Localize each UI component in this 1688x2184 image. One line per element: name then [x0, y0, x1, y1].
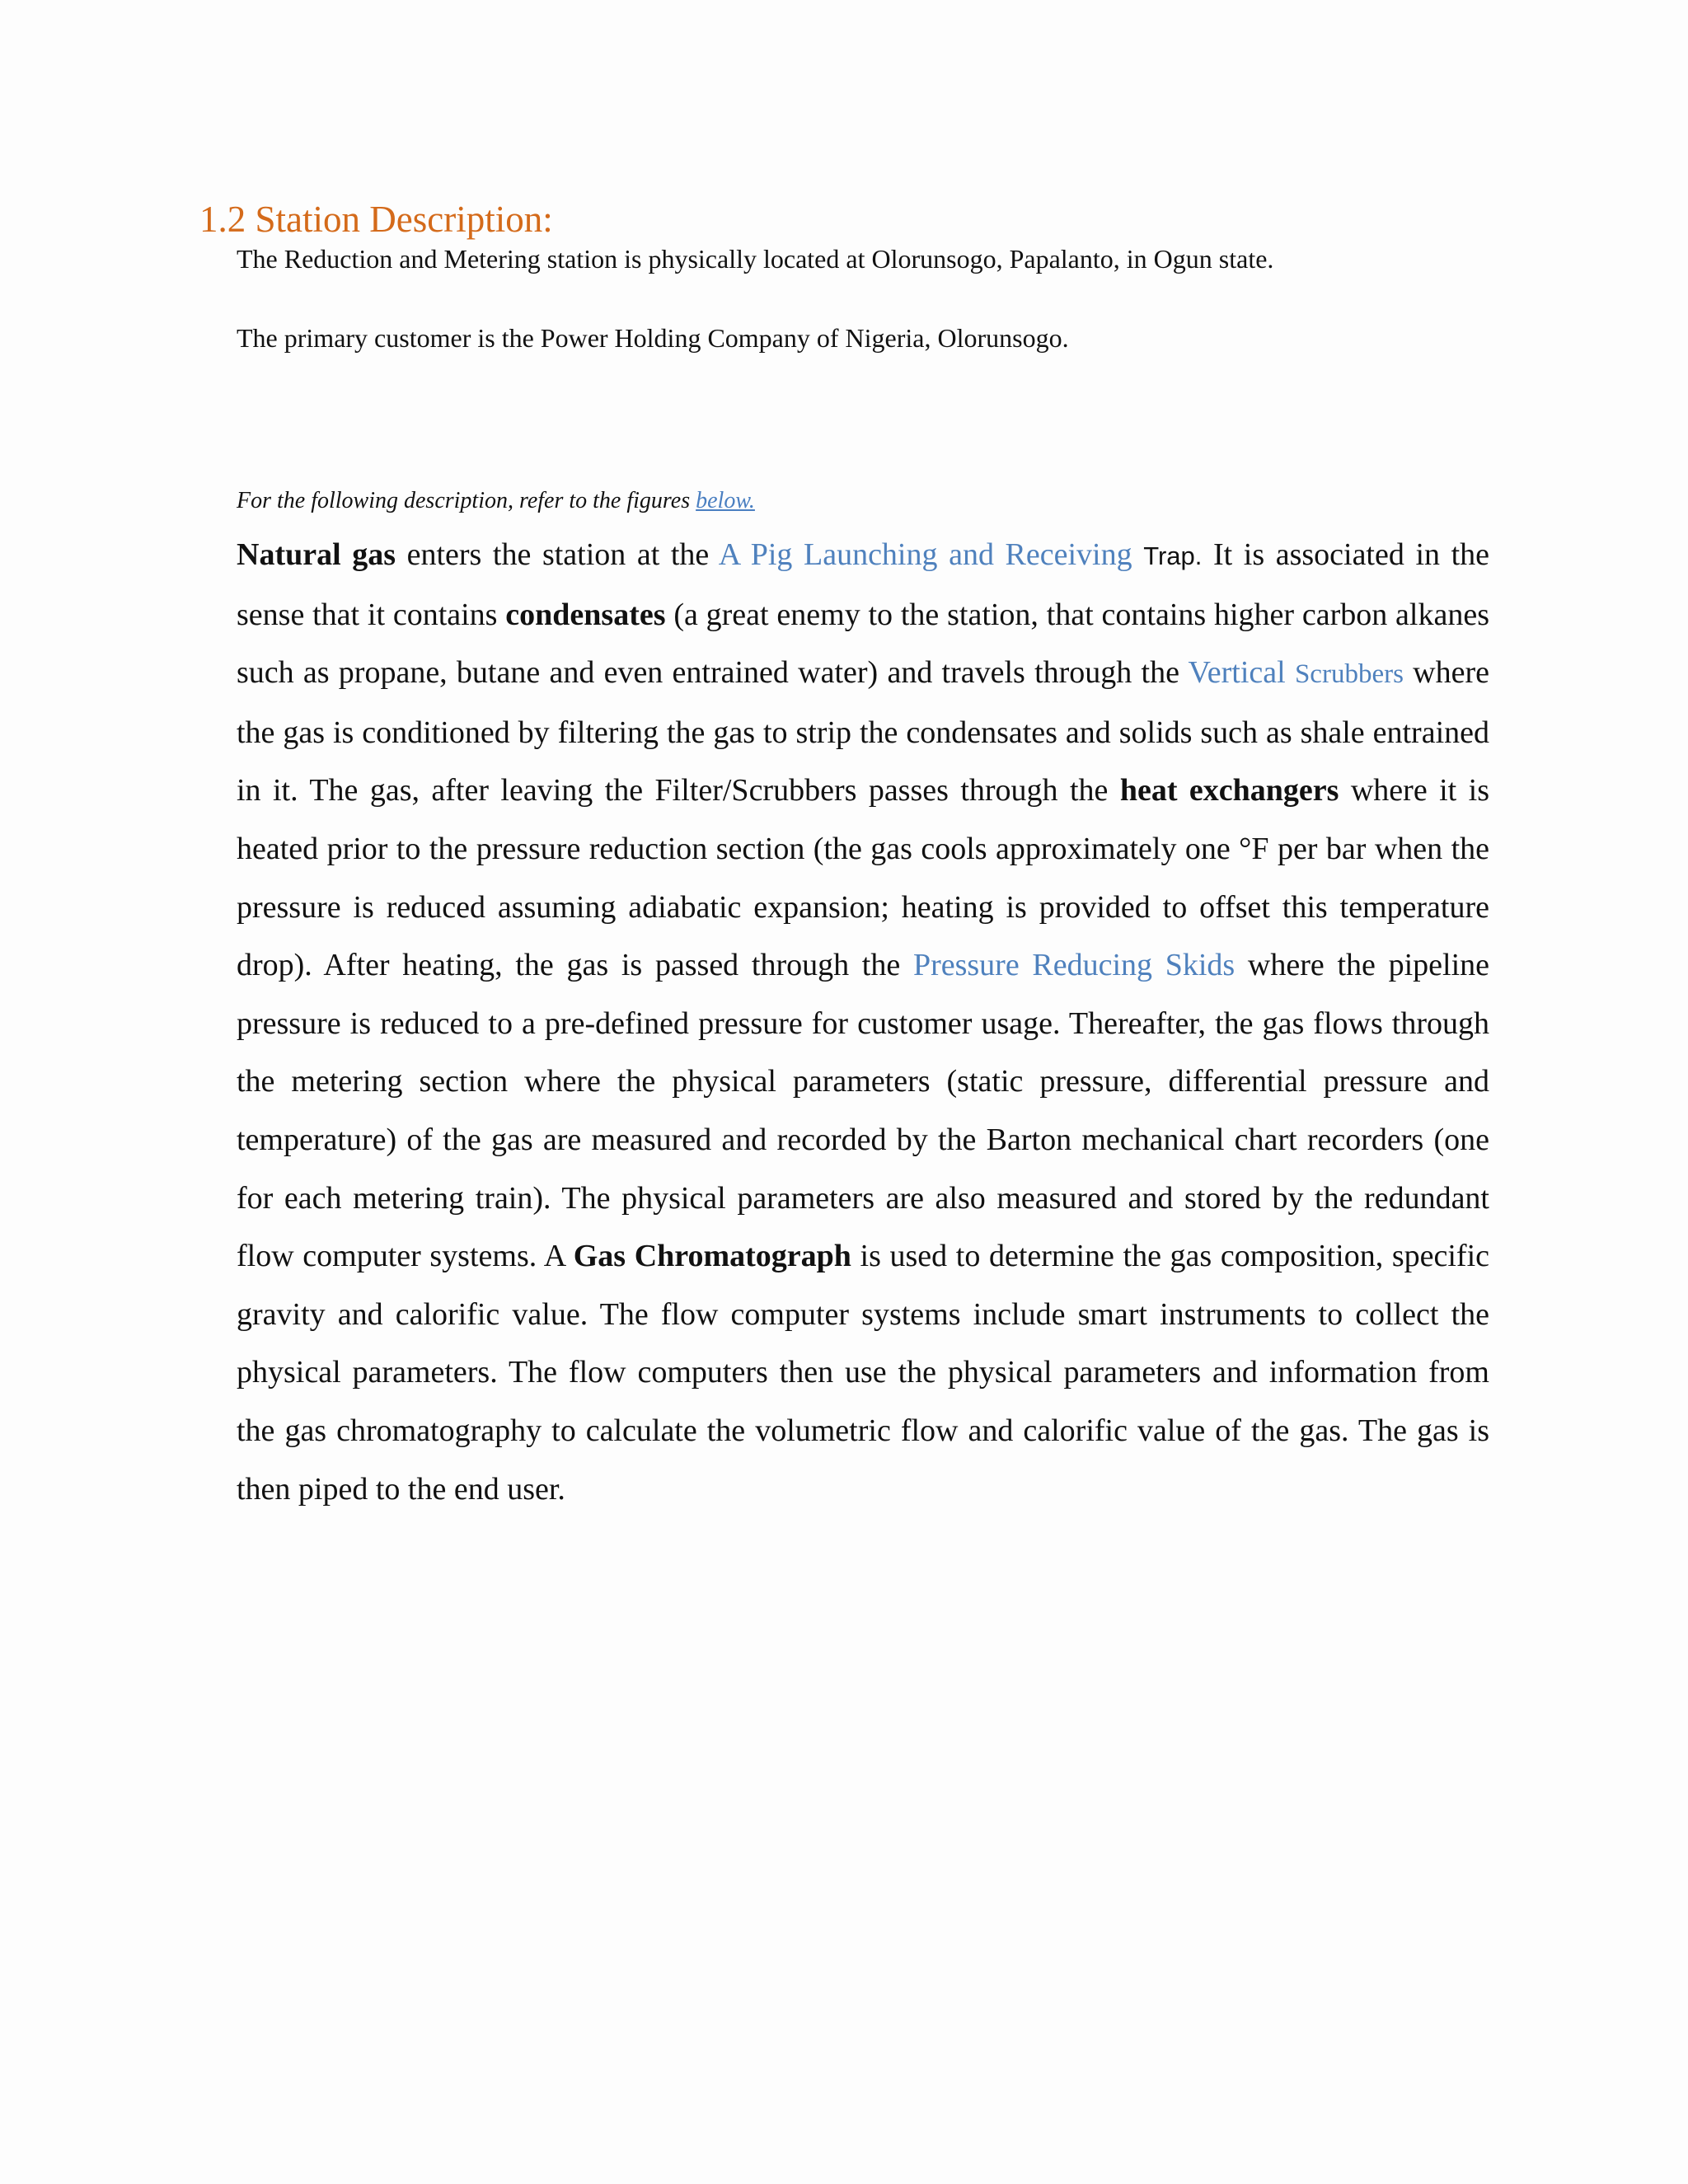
station-description-paragraph: [237, 526, 1489, 1518]
pressure-reducing-skids-link[interactable]: Pressure Reducing Skids: [912, 948, 1236, 983]
scrubbers-link[interactable]: Scrubbers: [1294, 659, 1404, 690]
natural-gas-term: Natural gas: [237, 537, 396, 572]
heat-exchangers-term: heat exchangers: [1119, 773, 1339, 808]
trap-text: Trap.: [1143, 541, 1203, 570]
paragraph-text: [1286, 655, 1295, 690]
paragraph-text: [1132, 537, 1144, 572]
primary-customer-text: The primary customer is the Power Holding Company of Nigeria, Olorunsogo.: [237, 323, 1069, 353]
condensates-term: condensates: [505, 597, 666, 632]
paragraph-text: It is associated in the sense that it contains: [237, 537, 1490, 632]
gas-chromatograph-term: Gas Chromatograph: [573, 1239, 851, 1274]
paragraph-text: is used to determine the gas composition, specific gravity and calorific value. The flow computer systems include smart instruments to collect the physical parameters. The flow computers then use the physical parameters and information from the gas chromatography to calculate the volumetric flow and calorific value of the gas. The gas is then piped to the end user.: [237, 1239, 1489, 1507]
paragraph-text: (a great enemy to the station, that contains higher carbon alkanes such as propane, butane and even entrained water) and travels through the: [237, 597, 1489, 691]
figures-note: [237, 488, 755, 514]
paragraph-text: where the gas is conditioned by filtering the gas to strip the condensates and solids such as shale entrained in it. The gas, after leaving the Filter/Scrubbers passes through the: [237, 655, 1489, 808]
figures-note-text: For the following description, refer to the figures: [237, 488, 696, 513]
pig-launching-link[interactable]: A Pig Launching and Receiving: [718, 537, 1132, 572]
paragraph-text: enters the station at the: [396, 537, 719, 572]
vertical-link[interactable]: Vertical: [1188, 655, 1286, 691]
paragraph-text: where the pipeline pressure is reduced to a pre-defined pressure for customer usage. Thereafter, the gas flows through the metering section where the physical parameters (static pressure, differential pressure and temperature) of the gas are measured and recorded by the Barton mechanical chart recorders (one for each metering train). The physical parameters are also measured and stored by the redundant flow computer systems. A: [237, 948, 1489, 1274]
below-link[interactable]: below.: [696, 488, 755, 513]
station-location-text: The Reduction and Metering station is physically located at Olorunsogo, Papalanto, in Ogun state.: [237, 244, 1274, 274]
section-heading: 1.2 Station Description:: [199, 199, 553, 240]
paragraph-text: where it is heated prior to the pressure reduction section (the gas cools approximately one °F per bar when the pressure is reduced assuming adiabatic expansion; heating is provided to offset this temperature drop). After heating, the gas is passed through the: [237, 773, 1489, 983]
